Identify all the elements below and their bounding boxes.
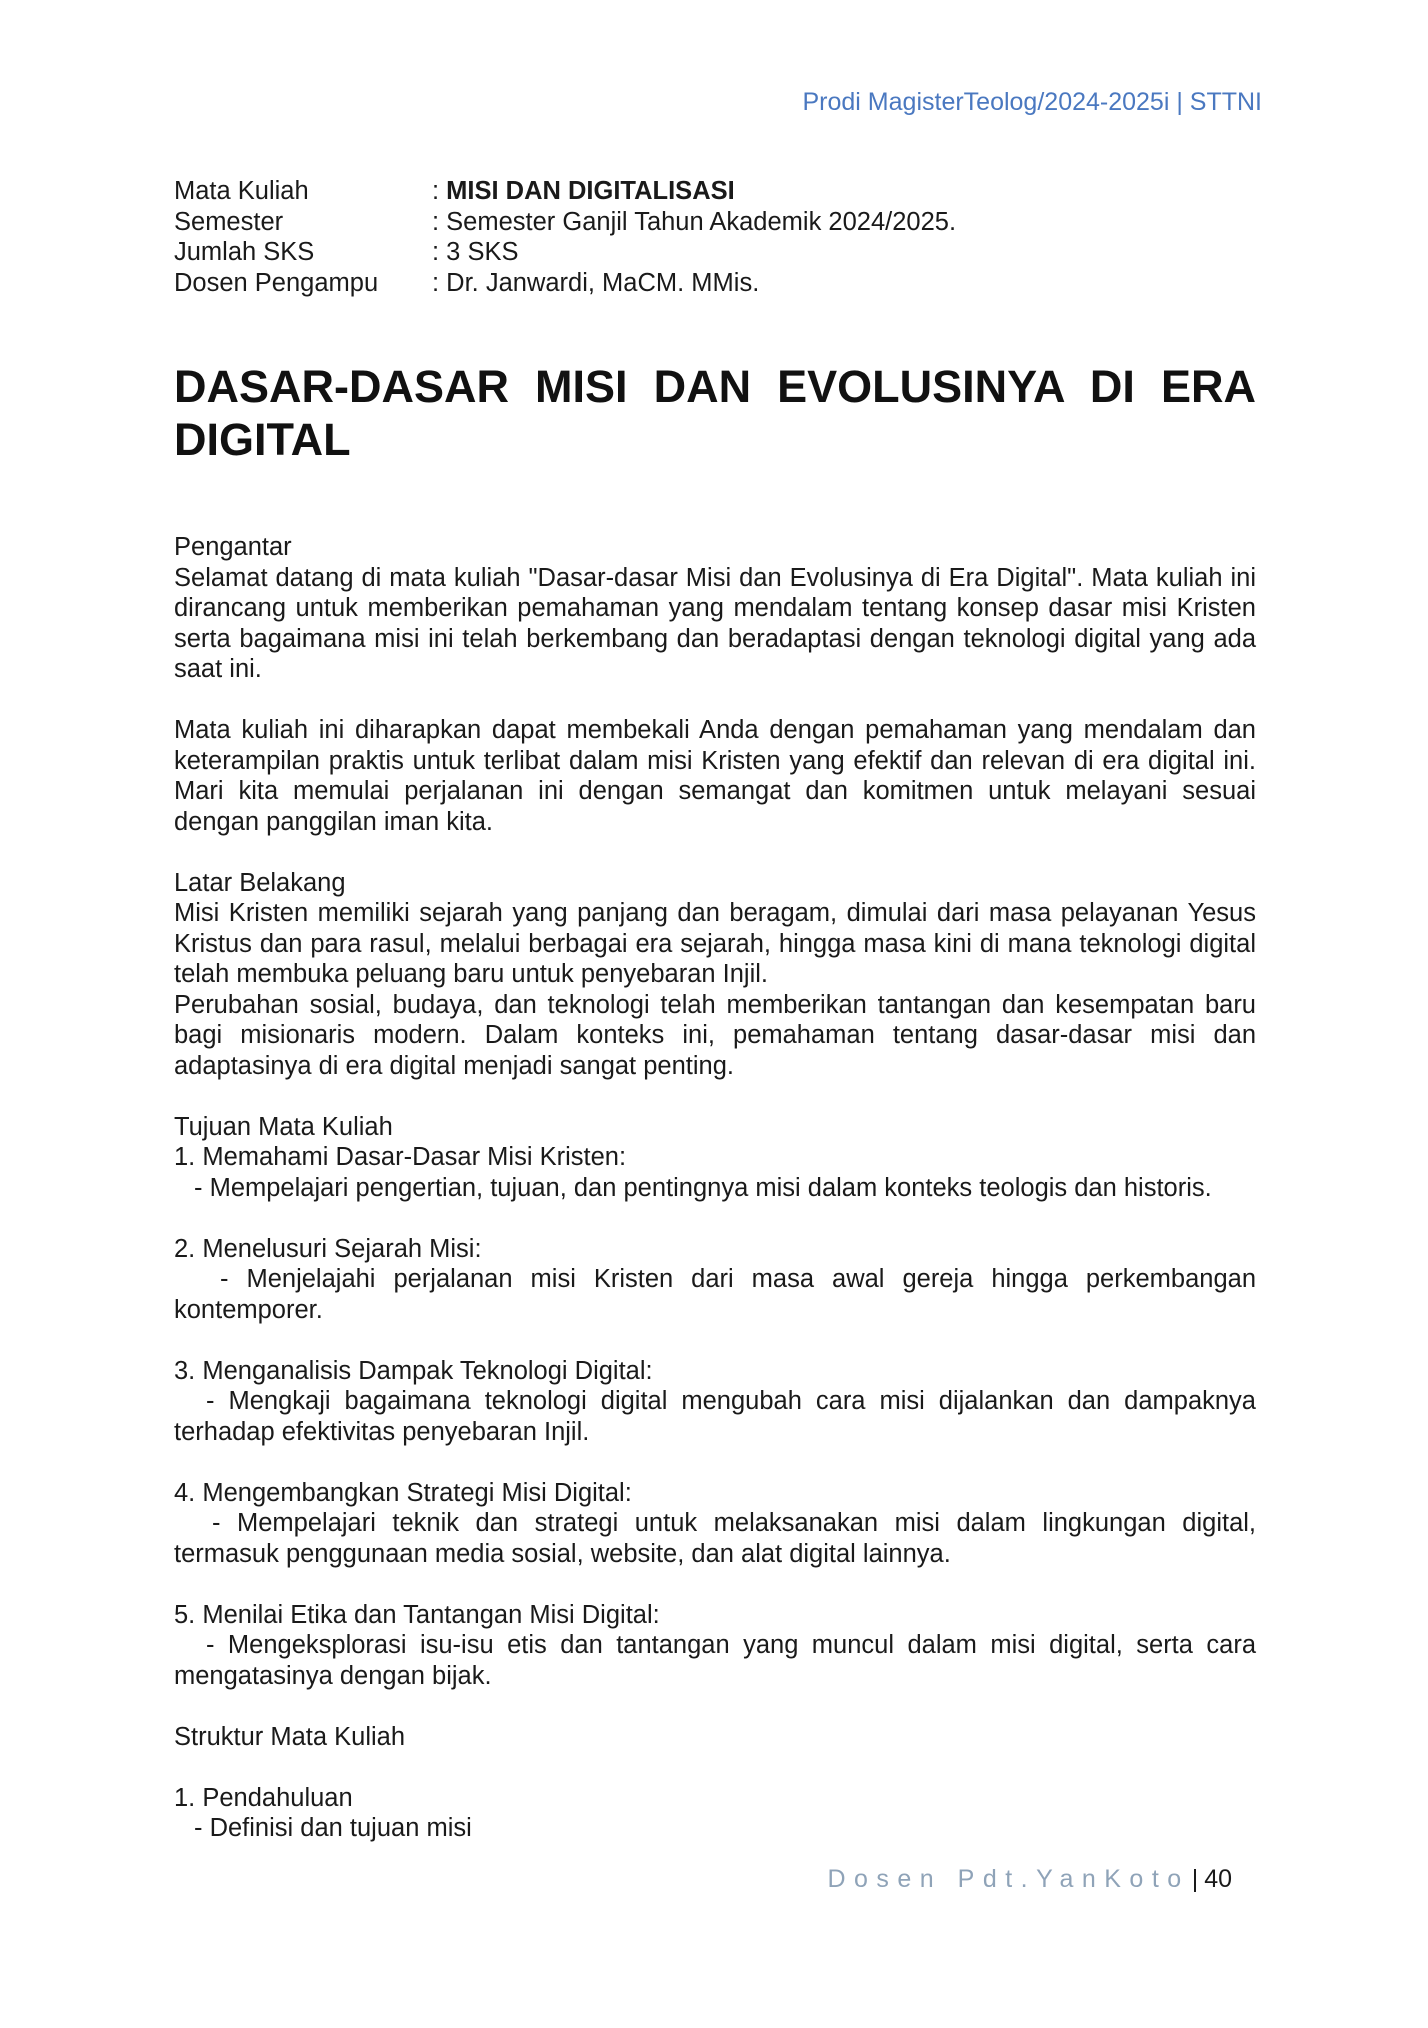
course-info-value: : Semester Ganjil Tahun Akademik 2024/2025. — [432, 207, 957, 236]
list-item-detail: - Mempelajari pengertian, tujuan, dan pentingnya misi dalam konteks teologis dan historis. — [194, 1173, 1212, 1202]
list-item-title: 4. Mengembangkan Strategi Misi Digital: — [174, 1478, 632, 1507]
course-info-label: Jumlah SKS — [174, 238, 315, 266]
list-item-detail: - Mengeksplorasi isu-isu etis dan tantangan yang muncul dalam misi digital, serta cara mengatasinya dengan bijak. — [174, 1631, 1256, 1690]
running-head: Prodi MagisterTeolog/2024-2025i | STTNI — [802, 88, 1262, 116]
section-heading-tujuan: Tujuan Mata Kuliah — [174, 1112, 393, 1141]
course-info-label: Mata Kuliah — [174, 177, 309, 205]
course-info-row — [174, 237, 1256, 268]
list-item-detail: - Definisi dan tujuan misi — [194, 1814, 472, 1842]
footer-author: Dosen Pdt.YanKoto — [827, 1865, 1190, 1893]
list-item-title: 1. Memahami Dasar-Dasar Misi Kristen: — [174, 1143, 627, 1171]
page-number: 40 — [1204, 1865, 1232, 1893]
course-info-row — [174, 268, 1256, 299]
paragraph: Selamat datang di mata kuliah "Dasar-dasar Misi dan Evolusinya di Era Digital". Mata kuliah ini dirancang untuk memberikan pemahaman yang mendalam tentang konsep dasar misi Kristen serta bagaimana misi ini telah berkembang dan beradaptasi dengan teknologi digital yang ada saat ini. — [174, 563, 1256, 683]
section-heading-struktur: Struktur Mata Kuliah — [174, 1722, 406, 1751]
footer-separator: | — [1191, 1865, 1199, 1893]
section-heading-latar-belakang: Latar Belakang — [174, 868, 346, 897]
document-title: DASAR-DASAR MISI DAN EVOLUSINYA DI ERA DIGITAL — [174, 361, 1256, 465]
course-info-label: Dosen Pengampu — [174, 268, 379, 297]
document-body — [174, 532, 1256, 1844]
list-item-detail: - Mempelajari teknik dan strategi untuk melaksanakan misi dalam lingkungan digital, termasuk penggunaan media sosial, website, dan alat digital lainnya. — [174, 1509, 1256, 1568]
course-info-value: : 3 SKS — [432, 238, 519, 266]
section-heading-pengantar: Pengantar — [174, 533, 292, 561]
list-item-title: 5. Menilai Etika dan Tantangan Misi Digital: — [174, 1600, 660, 1629]
page-content — [174, 176, 1256, 1844]
list-item-title: 2. Menelusuri Sejarah Misi: — [174, 1234, 482, 1263]
course-info-value: : Dr. Janwardi, MaCM. MMis. — [432, 268, 760, 297]
course-info-table — [174, 176, 1256, 298]
list-item-detail: - Mengkaji bagaimana teknologi digital mengubah cara misi dijalankan dan dampaknya terhadap efektivitas penyebaran Injil. — [174, 1387, 1256, 1446]
course-info-row — [174, 176, 1256, 207]
course-info-value: : MISI DAN DIGITALISASI — [432, 177, 735, 205]
list-item-detail: - Menjelajahi perjalanan misi Kristen dari masa awal gereja hingga perkembangan kontemporer. — [174, 1265, 1256, 1324]
course-info-label: Semester — [174, 207, 284, 236]
page-footer — [827, 1865, 1232, 1894]
paragraph: Mata kuliah ini diharapkan dapat membekali Anda dengan pemahaman yang mendalam dan keterampilan praktis untuk terlibat dalam misi Kristen yang efektif dan relevan di era digital ini. Mari kita memulai perjalanan ini dengan semangat dan komitmen untuk melayani sesuai dengan panggilan iman kita. — [174, 716, 1256, 836]
paragraph: Misi Kristen memiliki sejarah yang panjang dan beragam, dimulai dari masa pelayanan Yesus Kristus dan para rasul, melalui berbagai era sejarah, hingga masa kini di mana teknologi digital telah membuka peluang baru untuk penyebaran Injil. — [174, 899, 1256, 988]
list-item-title: 3. Menganalisis Dampak Teknologi Digital: — [174, 1356, 653, 1385]
paragraph: Perubahan sosial, budaya, dan teknologi telah memberikan tantangan dan kesempatan baru bagi misionaris modern. Dalam konteks ini, pemahaman tentang dasar-dasar misi dan adaptasinya di era digital menjadi sangat penting. — [174, 990, 1256, 1080]
list-item-title: 1. Pendahuluan — [174, 1783, 353, 1812]
course-info-row — [174, 207, 1256, 238]
